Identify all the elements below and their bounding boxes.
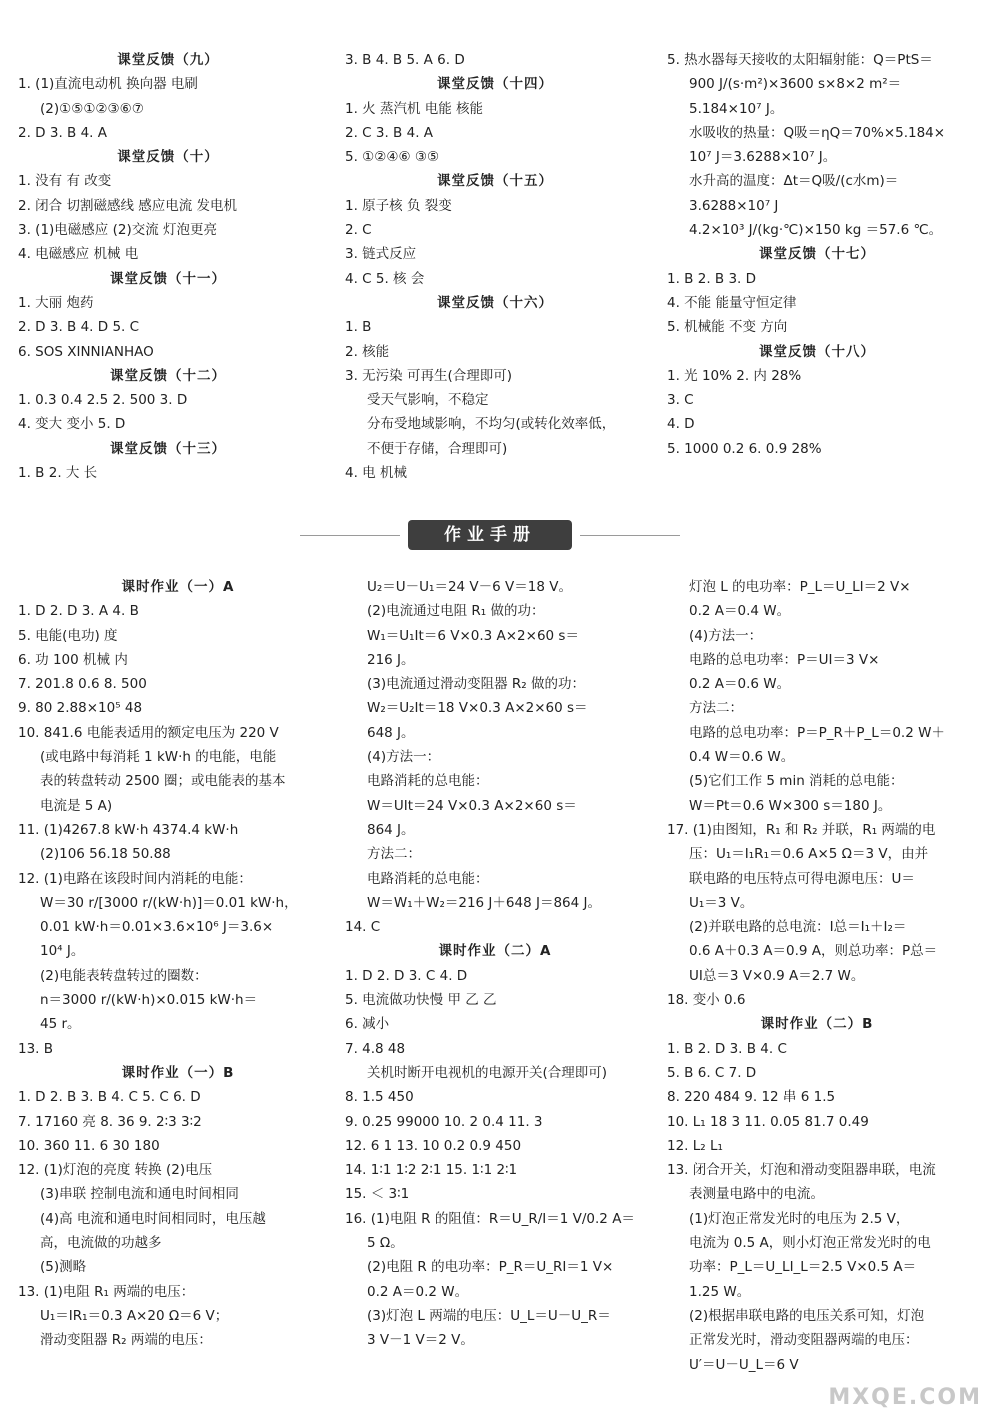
section-heading: 课堂反馈（十一） <box>110 270 226 287</box>
answer-line: 12. (1)电路在该段时间内消耗的电能： <box>18 870 252 887</box>
answer-line: 13. 闭合开关，灯泡和滑动变阻器串联，电流 <box>667 1162 936 1179</box>
answer-line: 1. D 2. D 3. A 4. B <box>18 603 139 620</box>
top-right-column <box>667 48 967 461</box>
answer-line: 12. (1)灯泡的亮度 转换 (2)电压 <box>18 1162 213 1179</box>
answer-line: U₁＝IR₁＝0.3 A×20 Ω＝6 V； <box>40 1307 229 1324</box>
answer-line: 1. (1)直流电动机 换向器 电刷 <box>18 76 198 93</box>
answer-line: 正常发光时，滑动变阻器两端的电压： <box>689 1332 919 1349</box>
answer-line: 45 r。 <box>40 1016 81 1033</box>
answer-line: 1. B <box>345 319 372 336</box>
section-heading: 课堂反馈（十七） <box>759 246 875 263</box>
section-heading: 课时作业（一）B <box>121 1064 235 1081</box>
answer-line: 3. C <box>667 392 694 409</box>
section-heading: 课堂反馈（十八） <box>759 343 875 360</box>
answer-line: W＝W₁＋W₂＝216 J＋648 J＝864 J。 <box>367 894 601 911</box>
answer-line: 10. 841.6 电能表适用的额定电压为 220 V <box>18 724 279 741</box>
answer-line: 6. 功 100 机械 内 <box>18 651 128 668</box>
answer-line: 2. C <box>345 222 372 239</box>
answer-line: (2)并联电路的总电流：I总＝I₁＋I₂＝ <box>689 919 907 936</box>
answer-line: 5.184×10⁷ J。 <box>689 100 784 117</box>
answer-line: 受天气影响，不稳定 <box>367 392 489 409</box>
answer-line: 0.2 A＝0.2 W。 <box>367 1283 469 1300</box>
answer-line: 电流为 0.5 A，则小灯泡正常发光时的电 <box>689 1235 931 1252</box>
answer-line: 5. 电能(电功) 度 <box>18 627 118 644</box>
answer-line: (4)方法一： <box>689 627 763 644</box>
answer-line: 1. D 2. D 3. C 4. D <box>345 967 468 984</box>
top-left-column <box>18 48 318 485</box>
answer-line: 4. 电磁感应 机械 电 <box>18 246 139 263</box>
answer-line: 电路的总电功率：P＝P_R＋P_L＝0.2 W＋ <box>689 724 945 741</box>
section-banner <box>300 520 680 550</box>
answer-line: 13. (1)电阻 R₁ 两端的电压： <box>18 1283 195 1300</box>
top-middle-column <box>345 48 645 485</box>
section-heading: 课堂反馈（九） <box>117 52 219 68</box>
answer-line: 4.2×10³ J/(kg·℃)×150 kg ＝57.6 ℃。 <box>689 222 943 239</box>
answer-line: 14. 1∶1 1∶2 2∶1 15. 1∶1 2∶1 <box>345 1162 518 1179</box>
answer-line: 5. 1000 0.2 6. 0.9 28% <box>667 440 822 457</box>
answer-line: (3)串联 控制电流和通电时间相同 <box>40 1186 239 1203</box>
answer-line: (2)电阻 R 的电功率：P_R＝U_RI＝1 V× <box>367 1259 614 1276</box>
answer-line: 表的转盘转动 2500 圈；或电能表的基本 <box>40 773 286 790</box>
answer-line: (2)106 56.18 50.88 <box>40 846 171 863</box>
answer-line: (2)①⑤①②③⑥⑦ <box>40 100 144 117</box>
answer-line: (或电路中每消耗 1 kW·h 的电能，电能 <box>40 749 277 766</box>
answer-line: 13. B <box>18 1040 54 1057</box>
answer-line: 16. (1)电阻 R 的阻值：R＝U_R/I＝1 V/0.2 A＝ <box>345 1210 635 1227</box>
answer-line: 4. 不能 能量守恒定律 <box>667 294 797 311</box>
bottom-middle-column <box>345 575 645 1353</box>
answer-line: 关机时断开电视机的电源开关(合理即可) <box>367 1064 608 1081</box>
bottom-left-column <box>18 575 338 1353</box>
answer-line: 7. 201.8 0.6 8. 500 <box>18 676 147 693</box>
section-heading: 课时作业（二）B <box>760 1016 874 1033</box>
answer-line: 电路消耗的总电能： <box>367 773 489 790</box>
section-heading: 课堂反馈（十三） <box>110 440 226 457</box>
answer-line: 高，电流做的功越多 <box>40 1235 162 1252</box>
answer-line: 联电路的电压特点可得电源电压：U＝ <box>689 870 915 887</box>
answer-line: 1. 大丽 炮药 <box>18 294 94 311</box>
answer-line: 5. ①②④⑥ ③⑤ <box>345 149 440 166</box>
answer-line: 表测量电路中的电流。 <box>689 1186 824 1203</box>
answer-line: 4. 变大 变小 5. D <box>18 416 126 433</box>
answer-line: 不便于存储，合理即可) <box>367 440 508 457</box>
answer-line: 9. 80 2.88×10⁵ 48 <box>18 700 143 717</box>
answer-line: 0.2 A＝0.6 W。 <box>689 676 791 693</box>
answer-line: (5)它们工作 5 min 消耗的总电能： <box>689 773 904 790</box>
section-heading: 课堂反馈（十二） <box>110 367 226 384</box>
answer-line: 1. D 2. B 3. B 4. C 5. C 6. D <box>18 1089 201 1106</box>
answer-line: 4. 电 机械 <box>345 465 407 482</box>
answer-line: 方法二： <box>367 846 421 863</box>
answer-line: 3. (1)电磁感应 (2)交流 灯泡更亮 <box>18 222 217 239</box>
answer-line: 14. C <box>345 919 381 936</box>
answer-line: W₁＝U₁It＝6 V×0.3 A×2×60 s＝ <box>367 627 579 644</box>
section-title: 作业手册 <box>408 520 572 550</box>
answer-line: (5)测略 <box>40 1259 87 1276</box>
answer-line: 17. (1)由图知，R₁ 和 R₂ 并联，R₁ 两端的电 <box>667 821 936 838</box>
banner-rule-left <box>300 535 400 536</box>
answer-line: (2)根据串联电路的电压关系可知，灯泡 <box>689 1307 925 1324</box>
section-heading: 课时作业（二）A <box>438 943 552 960</box>
answer-line: (4)方法一： <box>367 749 441 766</box>
answer-line: 2. C 3. B 4. A <box>345 124 434 141</box>
answer-line: 0.4 W＝0.6 W。 <box>689 749 795 766</box>
answer-line: 18. 变小 0.6 <box>667 992 746 1009</box>
answer-line: (3)电流通过滑动变阻器 R₂ 做的功： <box>367 676 585 693</box>
answer-line: 水升高的温度：Δt＝Q吸/(c水m)＝ <box>689 173 899 190</box>
answer-line: n＝3000 r/(kW·h)×0.015 kW·h＝ <box>40 992 258 1009</box>
bottom-right-column <box>667 575 967 1377</box>
answer-line: U₁＝3 V。 <box>689 894 754 911</box>
answer-line: 0.01 kW·h＝0.01×3.6×10⁶ J＝3.6× <box>40 919 274 936</box>
answer-line: 10. 360 11. 6 30 180 <box>18 1137 160 1154</box>
answer-line: 3.6288×10⁷ J <box>689 197 779 214</box>
answer-line: 0.2 A＝0.4 W。 <box>689 603 791 620</box>
answer-line: 8. 220 484 9. 12 串 6 1.5 <box>667 1089 836 1106</box>
answer-line: 5. 热水器每天接收的太阳辐射能：Q＝PtS＝ <box>667 52 933 68</box>
answer-line: 1.25 W。 <box>689 1283 751 1300</box>
answer-line: 1. B 2. D 3. B 4. C <box>667 1040 787 1057</box>
answer-line: (2)电能表转盘转过的圈数： <box>40 967 208 984</box>
answer-line: 5. 电流做功快慢 甲 乙 乙 <box>345 992 497 1009</box>
watermark: MXQE.COM <box>828 1385 982 1410</box>
answer-line: 方法二： <box>689 700 743 717</box>
answer-line: 2. D 3. B 4. D 5. C <box>18 319 140 336</box>
answer-line: 4. D <box>667 416 695 433</box>
answer-line: U′＝U－U_L＝6 V <box>689 1356 799 1373</box>
answer-line: 2. D 3. B 4. A <box>18 124 107 141</box>
answer-line: 1. 原子核 负 裂变 <box>345 197 452 214</box>
answer-line: 电路的总电功率：P＝UI＝3 V× <box>689 651 880 668</box>
answer-line: W＝30 r/[3000 r/(kW·h)]＝0.01 kW·h， <box>40 894 298 911</box>
section-heading: 课堂反馈（十五） <box>437 173 553 190</box>
section-heading: 课堂反馈（十） <box>117 149 219 166</box>
answer-line: 压：U₁＝I₁R₁＝0.6 A×5 Ω＝3 V，由并 <box>689 846 929 863</box>
answer-line: 9. 0.25 99000 10. 2 0.4 11. 3 <box>345 1113 543 1130</box>
answer-line: 1. 0.3 0.4 2.5 2. 500 3. D <box>18 392 188 409</box>
answer-line: 6. 减小 <box>345 1016 390 1033</box>
section-heading: 课堂反馈（十六） <box>437 294 553 311</box>
answer-line: 3. 链式反应 <box>345 246 417 263</box>
answer-line: 11. (1)4267.8 kW·h 4374.4 kW·h <box>18 821 239 838</box>
answer-line: 灯泡 L 的电功率：P_L＝U_LI＝2 V× <box>689 579 911 595</box>
answer-line: (4)高 电流和通电时间相同时，电压越 <box>40 1210 266 1227</box>
answer-line: 900 J/(s·m²)×3600 s×8×2 m²＝ <box>689 76 902 93</box>
answer-line: 功率：P_L＝U_LI_L＝2.5 V×0.5 A＝ <box>689 1259 917 1276</box>
answer-line: 12. L₂ L₁ <box>667 1137 723 1154</box>
answer-line: 0.6 A＋0.3 A＝0.9 A，则总功率：P总＝ <box>689 943 938 960</box>
answer-line: 2. 闭合 切割磁感线 感应电流 发电机 <box>18 197 238 214</box>
answer-line: W₂＝U₂It＝18 V×0.3 A×2×60 s＝ <box>367 700 588 717</box>
answer-line: 5. 机械能 不变 方向 <box>667 319 788 336</box>
answer-line: 电路消耗的总电能： <box>367 870 489 887</box>
answer-line: 10⁴ J。 <box>40 943 85 960</box>
answer-line: UI总＝3 V×0.9 A＝2.7 W。 <box>689 967 865 984</box>
answer-line: 1. 光 10% 2. 内 28% <box>667 367 802 384</box>
answer-line: 15. ＜ 3∶1 <box>345 1186 410 1203</box>
answer-line: 2. 核能 <box>345 343 390 360</box>
answer-line: 1. 火 蒸汽机 电能 核能 <box>345 100 484 117</box>
section-heading: 课时作业（一）A <box>121 579 235 595</box>
answer-line: 12. 6 1 13. 10 0.2 0.9 450 <box>345 1137 522 1154</box>
answer-line: 10⁷ J＝3.6288×10⁷ J。 <box>689 149 837 166</box>
answer-line: 3. B 4. B 5. A 6. D <box>345 52 465 68</box>
answer-line: 7. 4.8 48 <box>345 1040 406 1057</box>
answer-line: 10. L₁ 18 3 11. 0.05 81.7 0.49 <box>667 1113 869 1130</box>
banner-rule-right <box>580 535 680 536</box>
answer-line: 216 J。 <box>367 651 415 668</box>
answer-line: W＝Pt＝0.6 W×300 s＝180 J。 <box>689 797 892 814</box>
answer-line: 8. 1.5 450 <box>345 1089 414 1106</box>
answer-line: 水吸收的热量：Q吸＝ηQ＝70%×5.184× <box>689 124 946 141</box>
answer-line: 4. C 5. 核 会 <box>345 270 425 287</box>
answer-line: 864 J。 <box>367 821 415 838</box>
answer-line: 648 J。 <box>367 724 415 741</box>
answer-line: 1. B 2. 大 长 <box>18 465 98 482</box>
answer-line: 3 V－1 V＝2 V。 <box>367 1332 474 1349</box>
answer-line: 1. 没有 有 改变 <box>18 173 112 190</box>
answer-line: (2)电流通过电阻 R₁ 做的功： <box>367 603 545 620</box>
answer-line: 7. 17160 亮 8. 36 9. 2∶3 3∶2 <box>18 1113 202 1130</box>
answer-line: (3)灯泡 L 两端的电压：U_L＝U－U_R＝ <box>367 1307 611 1324</box>
answer-line: (1)灯泡正常发光时的电压为 2.5 V， <box>689 1210 910 1227</box>
answer-line: 6. SOS XINNIANHAO <box>18 343 154 360</box>
answer-line: 分布受地域影响，不均匀(或转化效率低， <box>367 416 616 433</box>
answer-line: 5. B 6. C 7. D <box>667 1064 757 1081</box>
answer-line: W＝UIt＝24 V×0.3 A×2×60 s＝ <box>367 797 577 814</box>
answer-line: 滑动变阻器 R₂ 两端的电压： <box>40 1332 212 1349</box>
answer-line: 电流是 5 A) <box>40 797 113 814</box>
answer-line: U₂＝U－U₁＝24 V－6 V＝18 V。 <box>367 579 572 595</box>
answer-line: 1. B 2. B 3. D <box>667 270 757 287</box>
answer-line: 5 Ω。 <box>367 1235 404 1252</box>
section-heading: 课堂反馈（十四） <box>437 76 553 93</box>
answer-line: 3. 无污染 可再生(合理即可) <box>345 367 512 384</box>
